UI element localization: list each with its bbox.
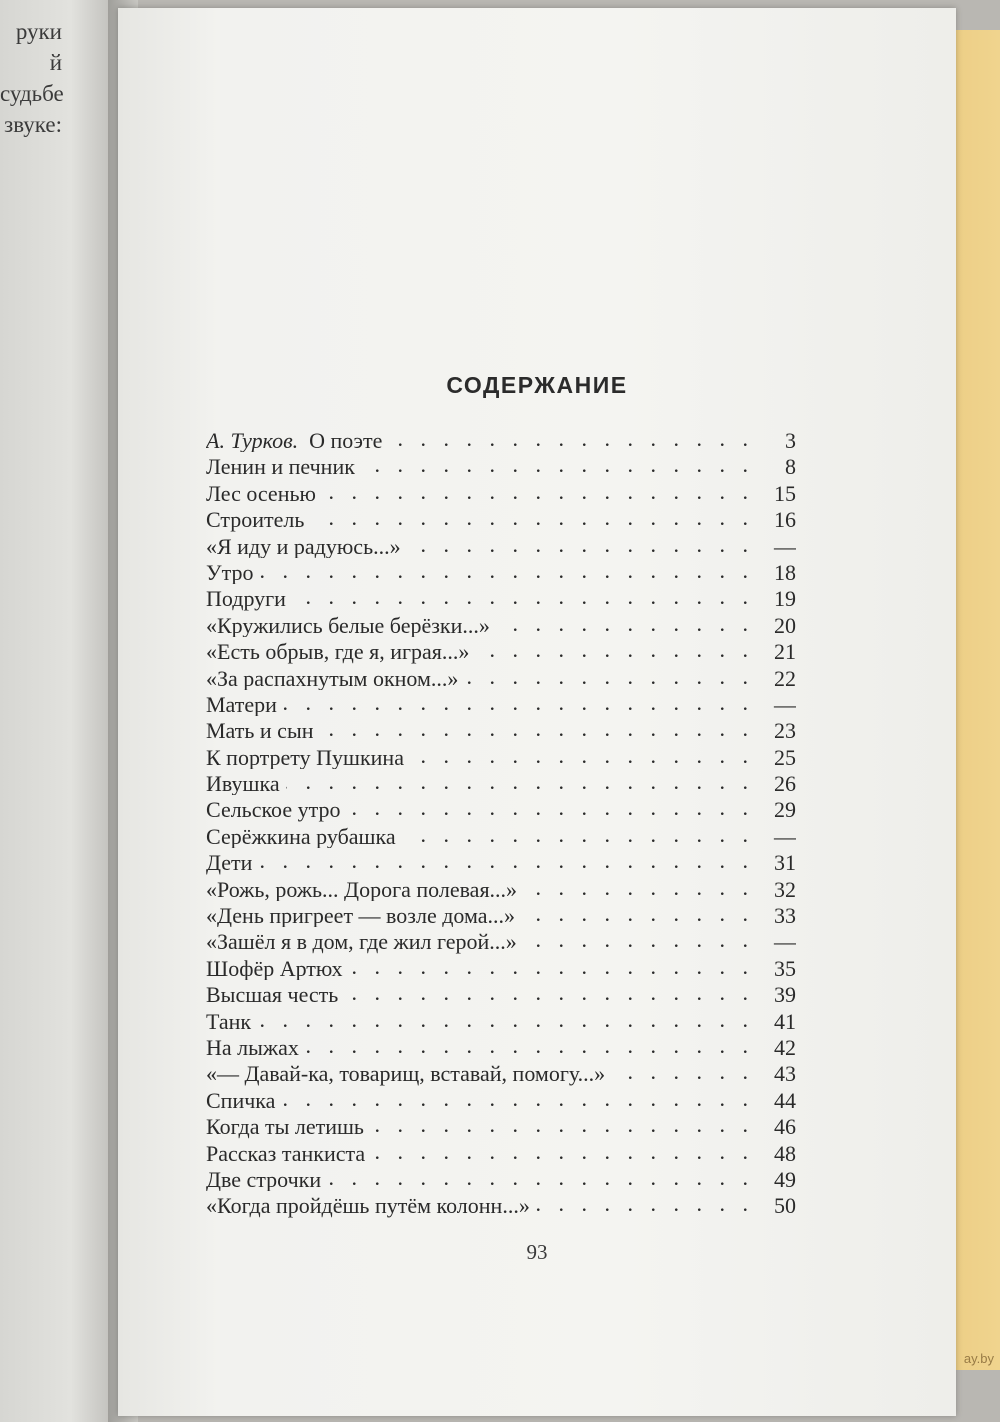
toc-entry-page: —: [774, 533, 796, 558]
toc-dot-leader: [361, 452, 754, 474]
toc-entry-title: Спичка: [206, 1087, 276, 1113]
toc-entry: [206, 426, 796, 452]
toc-entry: [206, 558, 796, 584]
toc-entry-title: Ивушка: [206, 771, 280, 796]
toc-dot-leader: [320, 716, 755, 738]
toc-dot-leader: [310, 505, 754, 527]
toc-dot-leader: [611, 1059, 754, 1081]
toc-entry-page: 35: [774, 955, 796, 981]
toc-dot-leader: [464, 664, 754, 686]
toc-entry: [206, 1007, 796, 1033]
toc-entry-title: «Рожь, рожь... Дорога полевая...»: [206, 876, 518, 902]
toc-entry: [206, 1139, 796, 1165]
toc-entry-title: Танк: [206, 1008, 252, 1033]
toc-entry: [206, 532, 796, 558]
left-page-line: й судьбе: [0, 50, 64, 106]
toc-entry: [206, 1112, 796, 1138]
toc-entry-page: 19: [774, 586, 796, 611]
toc-entry: [206, 1059, 796, 1085]
toc-dot-leader: [496, 611, 754, 633]
toc-entry: [206, 505, 796, 531]
toc-dot-leader: [402, 822, 754, 844]
toc-entry-title: «Есть обрыв, где я, играя...»: [206, 639, 470, 664]
toc-entry-page: 16: [774, 507, 796, 532]
toc-entry-title: Высшая честь: [206, 982, 339, 1007]
toc-entry: [206, 664, 796, 690]
toc-entry-title-text: О поэте: [309, 428, 383, 453]
toc-dot-leader: [346, 795, 754, 817]
toc-entry-title: Серёжкина рубашка: [206, 823, 396, 849]
toc-entry-page: 25: [774, 744, 796, 770]
toc-dot-leader: [305, 1033, 754, 1055]
toc-entry-title: Утро: [206, 559, 254, 585]
toc-entry: [206, 452, 796, 478]
toc-entry: [206, 1165, 796, 1191]
toc-entry-title: Шофёр Артюх: [206, 955, 343, 981]
toc-entry-page: 22: [774, 665, 796, 690]
toc-entry-title: «Зашёл я в дом, где жил герой...»: [206, 929, 517, 954]
toc-entry-page: 23: [774, 718, 796, 743]
toc-dot-leader: [257, 1007, 754, 1029]
left-page-line: руки: [15, 19, 62, 44]
toc-dot-leader: [523, 875, 754, 897]
toc-entry: [206, 584, 796, 610]
toc-entry-page: 42: [774, 1034, 796, 1060]
toc-entry-title: Сельское утро: [206, 797, 341, 822]
toc-entry-title: Две строчки: [206, 1166, 322, 1192]
toc-entry-page: 48: [774, 1140, 796, 1165]
toc-entry-title: На лыжах: [206, 1034, 299, 1060]
toc-dot-leader: [344, 980, 754, 1002]
toc-entry-page: 46: [774, 1114, 796, 1139]
watermark: ay.by: [963, 1351, 994, 1366]
toc-entry-title: Мать и сын: [206, 718, 314, 743]
toc-dot-leader: [292, 584, 754, 606]
toc-dot-leader: [521, 901, 754, 923]
toc-entry-page: 21: [774, 639, 796, 664]
page-title: СОДЕРЖАНИЕ: [446, 372, 628, 398]
toc-dot-leader: [283, 690, 754, 712]
toc-entry: [206, 769, 796, 795]
toc-entry-page: 18: [774, 559, 796, 585]
toc-entry-title: К портрету Пушкина: [206, 744, 404, 770]
toc-entry-title: «За распахнутым окном...»: [206, 665, 459, 690]
toc-entry-title: «Кружились белые берёзки...»: [206, 612, 490, 638]
toc-entry-title: [206, 428, 382, 452]
toc-dot-leader: [523, 927, 754, 949]
toc-entry: [206, 875, 796, 901]
toc-dot-leader: [322, 479, 754, 501]
toc-entry-page: 8: [785, 454, 796, 479]
toc-dot-leader: [349, 954, 754, 976]
toc-entry-title: «— Давай-ка, товарищ, вставай, помогу...»: [206, 1061, 606, 1086]
toc-entry: [206, 927, 796, 953]
table-of-contents: [206, 426, 796, 1218]
toc-entry: [206, 637, 796, 663]
toc-entry-title: «День пригреет — возле дома...»: [206, 903, 516, 928]
toc-entry: [206, 716, 796, 742]
page-number: 93: [526, 1240, 548, 1264]
toc-dot-leader: [407, 532, 754, 554]
toc-dot-leader: [281, 1086, 754, 1108]
toc-dot-leader: [475, 637, 754, 659]
toc-dot-leader: [410, 743, 754, 765]
toc-entry: [206, 690, 796, 716]
toc-entry-page: 32: [774, 876, 796, 902]
toc-entry: [206, 1033, 796, 1059]
toc-dot-leader: [371, 1139, 754, 1161]
toc-entry-title: Дети: [206, 850, 253, 875]
toc-entry-page: 31: [774, 850, 796, 875]
toc-entry-title: Строитель: [206, 507, 305, 532]
toc-entry-page: 49: [774, 1166, 796, 1192]
toc-entry-page: —: [774, 691, 796, 717]
toc-dot-leader: [286, 769, 754, 791]
toc-entry-page: 26: [774, 771, 796, 796]
toc-entry-page: 3: [785, 428, 796, 453]
toc-entry: [206, 822, 796, 848]
toc-entry-page: 41: [774, 1008, 796, 1033]
toc-entry-author: А. Турков.: [206, 428, 299, 453]
toc-entry-title: Когда ты летишь: [206, 1114, 364, 1139]
toc-entry-page: 44: [774, 1087, 796, 1113]
toc-entry: [206, 611, 796, 637]
toc-entry: [206, 743, 796, 769]
toc-entry-title: Рассказ танкиста: [206, 1140, 366, 1165]
book-page: [118, 8, 956, 1416]
toc-entry: [206, 1086, 796, 1112]
toc-entry: [206, 1191, 796, 1217]
toc-entry: [206, 848, 796, 874]
toc-entry-title: «Я иду и радуюсь...»: [206, 533, 401, 558]
toc-entry-page: 29: [774, 797, 796, 822]
toc-entry: [206, 954, 796, 980]
toc-entry-title: «Когда пройдёшь путём колонн...»: [206, 1193, 530, 1218]
toc-entry-title: Ленин и печник: [206, 454, 355, 479]
toc-entry: [206, 980, 796, 1006]
toc-entry-page: 33: [774, 903, 796, 928]
toc-entry-page: 50: [774, 1193, 796, 1218]
toc-entry-title: Подруги: [206, 586, 286, 611]
toc-entry-page: —: [774, 823, 796, 849]
toc-entry: [206, 795, 796, 821]
toc-entry-page: 20: [774, 612, 796, 638]
toc-dot-leader: [327, 1165, 754, 1187]
left-page-text: [0, 16, 118, 140]
toc-entry-page: —: [774, 929, 796, 954]
left-page-line: звуке:: [4, 112, 62, 137]
toc-entry: [206, 479, 796, 505]
toc-dot-leader: [388, 426, 754, 448]
toc-entry-page: 39: [774, 982, 796, 1007]
toc-dot-leader: [370, 1112, 754, 1134]
toc-entry-title: Лес осенью: [206, 480, 316, 506]
toc-entry: [206, 901, 796, 927]
toc-entry-title: Матери: [206, 691, 277, 717]
left-page: [0, 0, 118, 1422]
toc-dot-leader: [258, 848, 754, 870]
toc-entry-page: 43: [774, 1061, 796, 1086]
toc-entry-page: 15: [774, 480, 796, 506]
toc-dot-leader: [536, 1191, 754, 1213]
toc-dot-leader: [259, 558, 754, 580]
